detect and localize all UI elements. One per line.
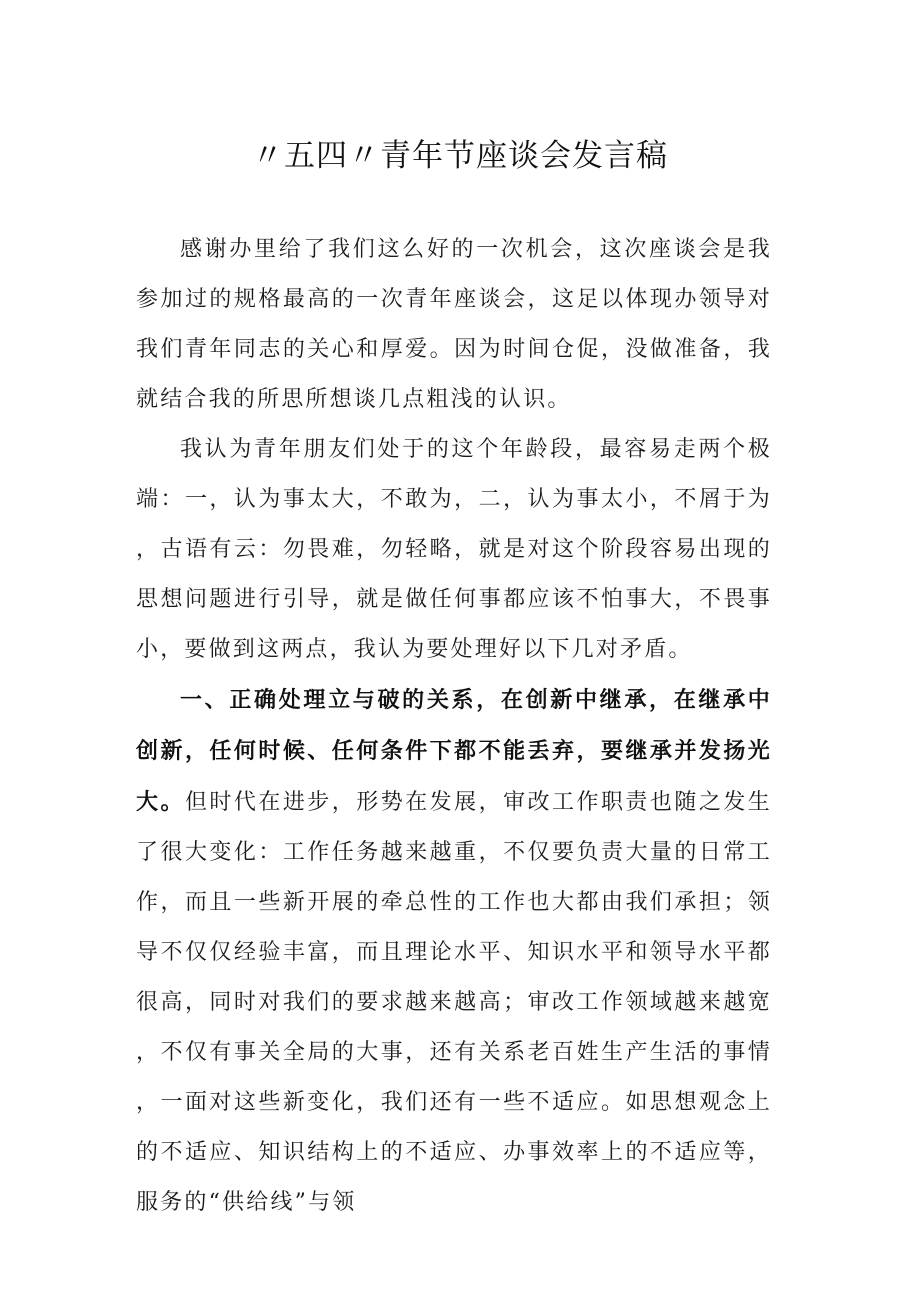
paragraph-two-extremes: 我认为青年朋友们处于的这个年龄段，最容易走两个极端：一，认为事太大，不敢为，二，认为事太小，不屑于为，古语有云：勿畏难，勿轻略，就是对这个阶段容易出现的思想问题进行引导，就是做任何事都应该不怕事大，不畏事小，要做到这两点，我认为要处理好以下几对矛盾。 <box>136 437 772 662</box>
section-one-heading: 一、正确处理立与破的关系，在创新中继承，在继承中创新，任何时候、任何条件下都不能丢弃，要继承并发扬光大。 <box>136 687 772 815</box>
document-body <box>136 225 772 1228</box>
document-title: 〃五四〃青年节座谈会发言稿 <box>252 138 668 174</box>
section-one-paragraph <box>136 675 772 1228</box>
section-one-text: 但时代在进步，形势在发展，审改工作职责也随之发生了很大变化：工作任务越来越重，不仅要负责大量的日常工作，而且一些新开展的牵总性的工作也大都由我们承担；领导不仅仅经验丰富，而且理论水平、知识水平和领导水平都很高，同时对我们的要求越来越高；审改工作领域越来越宽，不仅有事关全局的大事，还有关系老百姓生产生活的事情，一面对这些新变化，我们还有一些不适应。如思想观念上的不适应、知识结构上的不适应、办事效率上的不适应等，服务的“供给线”与领 <box>136 790 772 1215</box>
paragraph-opening: 感谢办里给了我们这么好的一次机会，这次座谈会是我参加过的规格最高的一次青年座谈会，这足以体现办领导对我们青年同志的关心和厚爱。因为时间仓促，没做准备，我就结合我的所思所想谈几点粗浅的认识。 <box>136 237 772 412</box>
